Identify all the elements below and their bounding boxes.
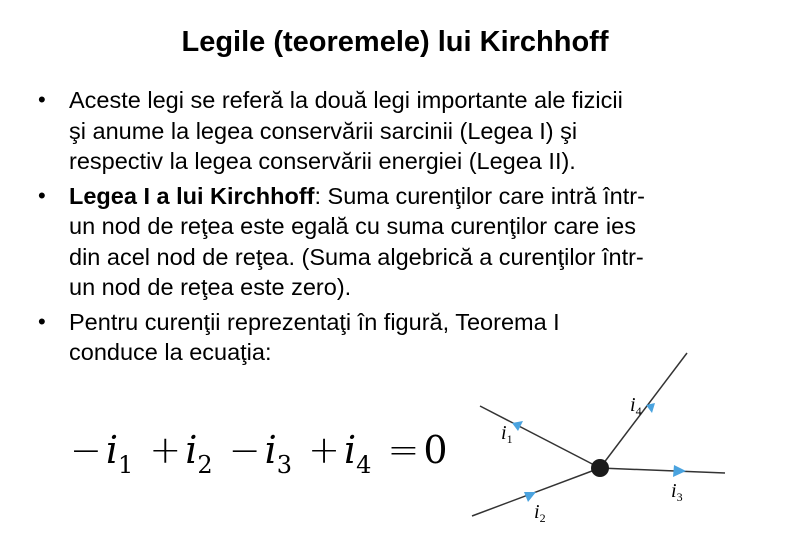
kirchhoff-equation	[66, 424, 448, 479]
eq-operator: −	[70, 428, 102, 472]
eq-operator: =	[387, 428, 420, 472]
eq-subscript: 3	[276, 451, 293, 479]
label-i3: $i_3$	[671, 480, 683, 504]
bullet-line: Pentru curenţii reprezentaţi în figură, Teorema I	[69, 308, 560, 335]
bullet-line: respectiv la legea conservării energiei (Legea II).	[69, 148, 576, 174]
wire-i1	[480, 406, 600, 468]
bullet-dot-icon: •	[38, 87, 46, 112]
bullet-line: conduce la ecuaţia:	[69, 339, 272, 365]
bullet-line: Aceste legi se referă la două legi importante ale fizicii	[69, 87, 623, 113]
law-text: : Suma curenţilor care intră într-	[314, 182, 645, 209]
bullet-item-1	[38, 85, 778, 177]
eq-subscript: 4	[356, 451, 372, 479]
law-name: Legea I a lui Kirchhoff	[69, 182, 315, 209]
node-diagram	[460, 340, 760, 540]
eq-operator: +	[308, 428, 340, 472]
eq-rhs: 0	[423, 428, 448, 472]
eq-variable: i	[264, 428, 277, 472]
eq-variable: i	[185, 428, 198, 472]
bullet-line: şi anume la legea conservării sarcinii (Legea I) şi	[69, 117, 578, 144]
bullet-list	[38, 85, 778, 372]
eq-subscript: 2	[197, 451, 213, 479]
label-i4: $i_4$	[630, 394, 642, 418]
wire-i3	[600, 468, 725, 473]
bullet-line	[69, 181, 778, 212]
bullet-line: din acel nod de reţea. (Suma algebrică a curenţilor într-	[69, 243, 644, 270]
bullet-line: un nod de reţea este zero).	[69, 274, 352, 300]
arrow-i1-icon	[512, 421, 523, 431]
wire-i4	[600, 353, 687, 468]
arrow-i3-icon	[673, 465, 686, 477]
bullet-item-2	[38, 181, 778, 303]
bullet-line: un nod de reţea este egală cu suma curenţilor care ies	[69, 213, 636, 239]
node-point	[591, 459, 609, 477]
bullet-dot-icon: •	[38, 182, 46, 208]
slide-title: Legile (teoremele) lui Kirchhoff	[181, 26, 609, 58]
eq-operator: +	[149, 428, 182, 472]
eq-subscript: 1	[118, 451, 134, 479]
eq-variable: i	[105, 428, 118, 472]
bullet-dot-icon: •	[38, 308, 46, 334]
eq-variable: i	[343, 428, 357, 472]
eq-operator: −	[228, 428, 261, 472]
label-i1: $i_1$	[501, 422, 513, 446]
label-i2: $i_2$	[534, 501, 546, 525]
